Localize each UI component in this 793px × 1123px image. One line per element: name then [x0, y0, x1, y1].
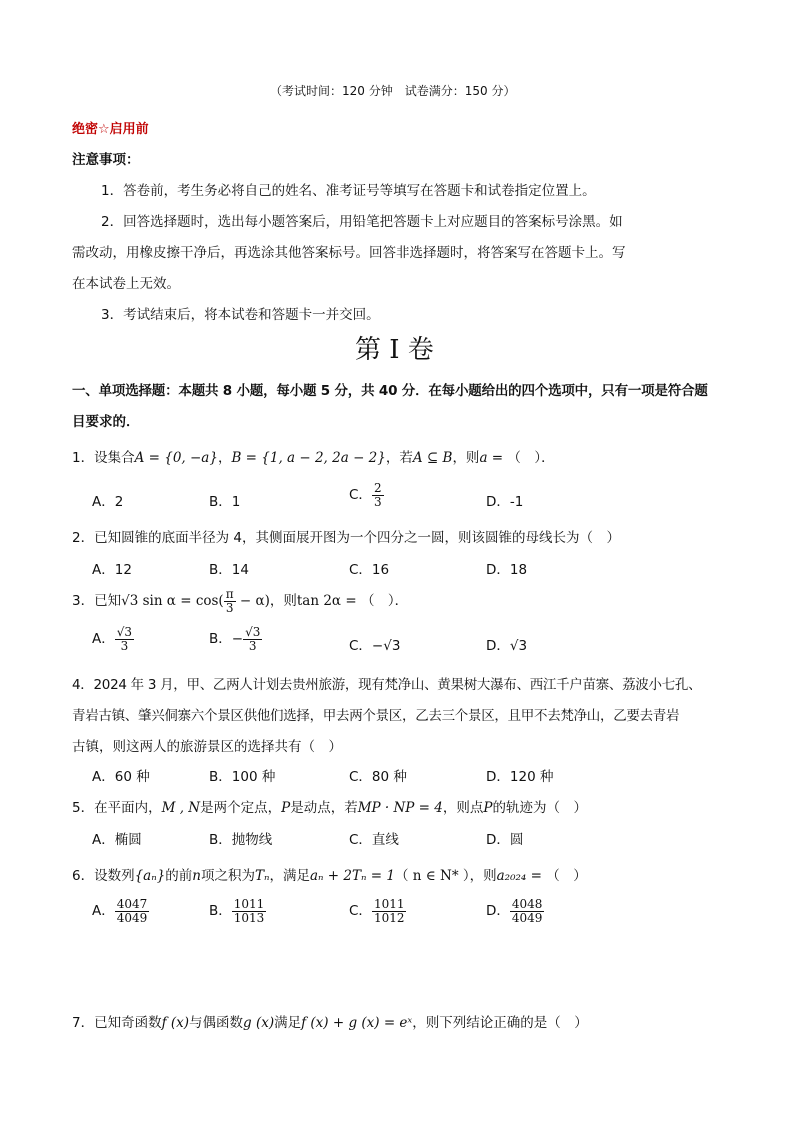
q1-tail-2: = （ ）． — [487, 450, 555, 466]
q6-option-a-fraction: $\frac{4047}{4049}$ — [116, 897, 148, 925]
q4-option-b: B．100 种 — [209, 769, 276, 785]
q1-option-c: C． $\frac{2}{3}$ — [349, 481, 382, 509]
q5-option-c: C．直线 — [349, 832, 399, 848]
q1-option-d: D．-1 — [486, 494, 524, 510]
q2-option-a: A．12 — [92, 562, 132, 578]
q5-option-d: D．圆 — [486, 832, 524, 848]
notice-item-2-line-2: 需改动，用橡皮擦干净后，再选涂其他答案标号。回答非选择题时，将答案写在答题卡上。写 — [72, 245, 626, 261]
notice-item-3: 3．考试结束后，将本试卷和答题卡一并交回。 — [101, 307, 380, 323]
q7-equation: f (x) + g (x) = eˣ — [301, 1015, 413, 1031]
q5-option-a: A．椭圆 — [92, 832, 142, 848]
q3-lhs: √3 sin α = cos( — [121, 593, 224, 610]
question-3: 3．已知√3 sin α = cos( $\frac{\pi}{3}$ − α)，则tan 2α = （ ）． — [72, 587, 409, 615]
q3-option-d: D．√3 — [486, 638, 528, 654]
q2-option-b: B．14 — [209, 562, 249, 578]
q1-set-a: A = {0, −a} — [134, 450, 218, 466]
q6-option-d-fraction: $\frac{4048}{4049}$ — [511, 897, 543, 925]
question-4-line-1: 4．2024 年 3 月，甲、乙两人计划去贵州旅游，现有梵净山、黄果树大瀑布、西江千户苗寨、荔波小七孔、 — [72, 677, 702, 693]
q6-option-b-fraction: $\frac{1011}{1013}$ — [233, 897, 265, 925]
q6-option-c: C． $\frac{1011}{1012}$ — [349, 897, 405, 925]
question-1 — [72, 446, 555, 466]
q6-option-d: D． $\frac{4048}{4049}$ — [486, 897, 543, 925]
q1-set-b: B = {1, a − 2, 2a − 2} — [231, 450, 386, 466]
q5-dot-product: MP · NP = 4 — [357, 800, 443, 816]
notice-title: 注意事项： — [72, 152, 140, 168]
section-header-line-1: 一、单项选择题：本题共 8 小题，每小题 5 分，共 40 分．在每小题给出的四个选项中，只有一项是符合题 — [72, 383, 708, 399]
q2-option-c: C．16 — [349, 562, 390, 578]
q3-rhs: − α) — [235, 593, 270, 610]
q1-tail-1: ，则 — [452, 450, 480, 466]
notice-item-2-line-1: 2．回答选择题时，选出每小题答案后，用铅笔把答题卡上对应题目的答案标号涂黑。如 — [101, 214, 623, 230]
q1-condition: A ⊆ B — [412, 450, 453, 466]
q6-option-b: B． $\frac{1011}{1013}$ — [209, 897, 265, 925]
q1-option-c-fraction: $\frac{2}{3}$ — [373, 481, 382, 509]
secret-label: 绝密☆启用前 — [72, 122, 149, 137]
section-header-line-2: 目要求的． — [72, 414, 140, 430]
notice-item-2-line-3: 在本试卷上无效。 — [72, 276, 180, 292]
q4-option-a: A．60 种 — [92, 769, 150, 785]
q1-option-b: B．1 — [209, 494, 241, 510]
question-6: 6．设数列{aₙ}的前n项之积为Tₙ，满足aₙ + 2Tₙ = 1（ n ∈ N* ），则a₂₀₂₄ = （ ） — [72, 868, 587, 884]
q3-option-a-fraction: $\frac{√3}{3}$ — [116, 625, 133, 653]
exam-time-note: （考试时间：120 分钟 试卷满分：150 分） — [270, 84, 516, 98]
q3-option-b-fraction: $\frac{√3}{3}$ — [245, 625, 261, 653]
q5-option-b: B．抛物线 — [209, 832, 273, 848]
notice-item-1: 1．答卷前，考生务必将自己的姓名、准考证号等填写在答题卡和试卷指定位置上。 — [101, 183, 596, 199]
q1-prefix: 1．设集合 — [72, 450, 135, 466]
volume-title: 第 I 卷 — [355, 335, 434, 365]
q3-option-a: A． $\frac{√3}{3}$ — [92, 625, 133, 653]
q1-option-a: A．2 — [92, 494, 124, 510]
q6-option-a: A． $\frac{4047}{4049}$ — [92, 897, 148, 925]
q3-option-b: B．− $\frac{√3}{3}$ — [209, 625, 261, 653]
question-2: 2．已知圆锥的底面半径为 4，其侧面展开图为一个四分之一圆，则该圆锥的母线长为（ ） — [72, 530, 620, 546]
q1-mid: ，若 — [385, 450, 413, 466]
q3-option-c: C．−√3 — [349, 638, 401, 654]
q4-option-d: D．120 种 — [486, 769, 554, 785]
question-4-line-3: 古镇，则这两人的旅游景区的选择共有（ ） — [72, 739, 342, 755]
question-5: 5．在平面内，M , N是两个定点，P是动点，若MP · NP = 4，则点P的轨迹为（ ） — [72, 800, 587, 816]
q1-sep: ， — [217, 450, 232, 466]
question-4-line-2: 青岩古镇、肇兴侗寨六个景区供他们选择，甲去两个景区，乙去三个景区，且甲不去梵净山，乙要去青岩 — [72, 708, 680, 724]
q6-equation: aₙ + 2Tₙ = 1 — [309, 868, 395, 884]
q6-option-c-fraction: $\frac{1011}{1012}$ — [373, 897, 405, 925]
q3-expr: tan 2α = — [296, 593, 361, 610]
question-7: 7．已知奇函数f (x)与偶函数g (x)满足f (x) + g (x) = eˣ，则下列结论正确的是（ ） — [72, 1015, 588, 1031]
q4-option-c: C．80 种 — [349, 769, 407, 785]
q2-option-d: D．18 — [486, 562, 528, 578]
q3-pi-fraction: $\frac{\pi}{3}$ — [225, 587, 234, 615]
q1-var: a — [479, 450, 488, 466]
